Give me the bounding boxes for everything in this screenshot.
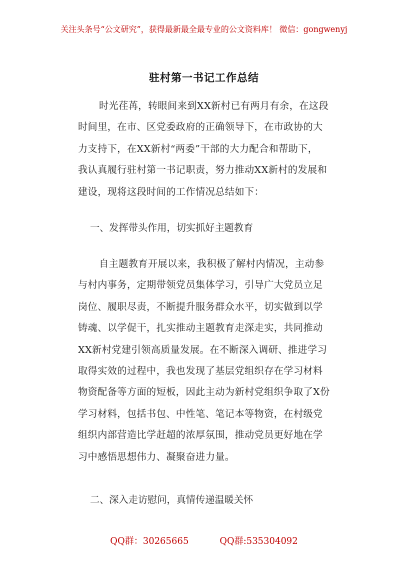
paragraph-line: 时间里，在市、区党委政府的正确领导下，在市政协的大 <box>78 122 323 134</box>
paragraph-line: 自主题教育开展以来，我积极了解村内情况，主动参 <box>99 259 325 270</box>
paragraph-line: 组织内部营造比学赶超的浓厚氛围，推动党员更好地在学 <box>78 430 323 442</box>
paragraph-line: 物资配备等方面的短板，因此主动为新村党组织争取了X份 <box>78 387 330 399</box>
paragraph-line: 取得实效的过程中，我也发现了基层党组织存在学习材料 <box>78 366 323 378</box>
paragraph-line: 铸魂、以学促干，扎实推动主题教育走深走实，共同推动 <box>78 323 323 335</box>
paragraph-line: 学习材料，包括书包、中性笔、笔记本等物资，在村级党 <box>78 408 323 420</box>
header-banner: 关注头条号“公文研究”，获得最新最全最专业的公文资料库！ 微信：gongwenyj <box>60 25 348 34</box>
paragraph-line: XX新村党建引领高质量发展。在不断深入调研、推进学习 <box>78 344 328 356</box>
paragraph-line: 时光荏苒，转眼间来到XX新村已有两月有余，在这段 <box>99 101 329 112</box>
paragraph-line: 建设，现将这段时间的工作情况总结如下： <box>78 186 265 198</box>
paragraph-line: 力支持下，在XX新村“两委”干部的大力配合和帮助下， <box>78 143 318 155</box>
section-heading: 二、深入走访慰问，真情传递温暖关怀 <box>90 495 254 506</box>
paragraph-line: 我认真履行驻村第一书记职责，努力推动XX新村的发展和 <box>78 165 328 177</box>
footer <box>0 534 408 547</box>
footer-qq-group-2: QQ群:535304092 <box>219 537 298 547</box>
paragraph-line: 与村内事务，定期带领党员集体学习，引导广大党员立足 <box>78 280 323 292</box>
paragraph-line: 岗位、履职尽责，不断提升服务群众水平，切实做到以学 <box>78 301 323 313</box>
paragraph-line: 习中感悟思想伟力、凝聚奋进力量。 <box>78 451 235 463</box>
section1-paragraph <box>78 254 330 468</box>
document-title: 驻村第一书记工作总结 <box>149 72 259 84</box>
footer-qq-group-1: QQ群：30265665 <box>110 537 189 547</box>
intro-paragraph <box>78 96 330 203</box>
section-heading: 一、发挥带头作用，切实抓好主题教育 <box>90 223 254 234</box>
